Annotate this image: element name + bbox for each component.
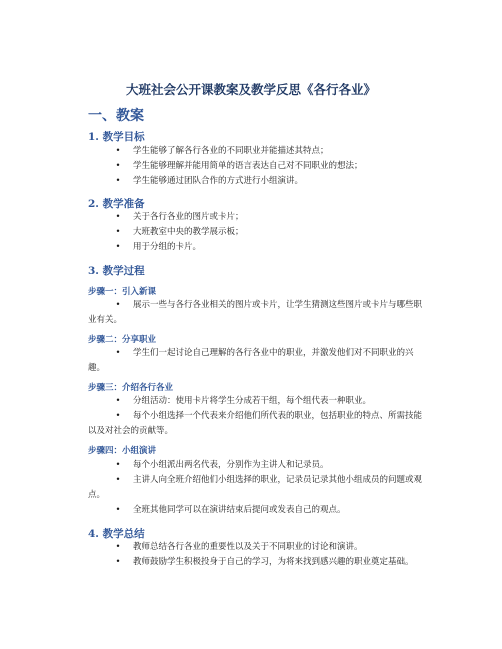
list-item: • 每个小组选择一个代表来介绍他们所代表的职业，包括职业的特点、所需技能以及对社会的贡献等。	[88, 411, 423, 436]
bullet-icon: •	[115, 460, 121, 470]
list-item: • 关于各行各业的图片或卡片；	[88, 210, 424, 225]
list-item: • 教师鼓励学生积极投身于自己的学习，为将来找到感兴趣的职业奠定基础。	[88, 555, 424, 570]
list-item: • 每个小组派出两名代表，分别作为主讲人和记录员。	[88, 458, 424, 473]
list-item: • 学生能够理解并能用简单的语言表达自己对不同职业的想法；	[88, 159, 424, 174]
section-heading-lesson-plan: 一、教案	[88, 108, 144, 124]
bullet-icon: •	[115, 300, 121, 310]
bullet-icon: •	[115, 227, 121, 237]
bullet-icon: •	[115, 146, 121, 156]
bullet-icon: •	[115, 161, 121, 171]
heading-teaching-summary: 4. 教学总结	[88, 528, 145, 540]
list-item: • 展示一些与各行各业相关的图片或卡片，让学生猜测这些图片或卡片与哪些职业有关。	[88, 300, 423, 325]
list-item: • 学生能够了解各行各业的不同职业并能描述其特点；	[88, 144, 424, 159]
list-item: • 全班其他同学可以在演讲结束后提问或发表自己的观点。	[88, 503, 424, 518]
bullet-icon: •	[115, 176, 121, 186]
heading-teaching-prep: 2. 教学准备	[88, 198, 145, 210]
list-item: • 用于分组的卡片。	[88, 240, 424, 255]
heading-teaching-process: 3. 教学过程	[88, 265, 145, 277]
step-2-label: 步骤二：分享职业	[88, 335, 157, 345]
bullet-icon: •	[115, 411, 121, 421]
list-item: • 分组活动：使用卡片将学生分成若干组，每个组代表一种职业。	[88, 394, 424, 409]
document-title: 大班社会公开课教案及教学反思《各行各业》	[125, 82, 376, 97]
list-item: • 学生能够通过团队合作的方式进行小组演讲。	[88, 174, 424, 189]
step-1-label: 步骤一：引入新课	[88, 287, 157, 297]
bullet-icon: •	[115, 212, 121, 222]
list-item: • 大班教室中央的教学展示板；	[88, 225, 424, 240]
bullet-icon: •	[115, 505, 121, 515]
bullet-icon: •	[115, 348, 121, 358]
step-3-label: 步骤三：介绍各行各业	[88, 383, 174, 393]
bullet-icon: •	[115, 557, 121, 567]
bullet-icon: •	[115, 475, 121, 485]
bullet-icon: •	[115, 242, 121, 252]
list-item: • 主讲人向全班介绍他们小组选择的职业，记录员记录其他小组成员的问题或观点。	[88, 475, 423, 500]
list-item: • 教师总结各行各业的重要性以及关于不同职业的讨论和演讲。	[88, 540, 424, 555]
bullet-icon: •	[115, 396, 121, 406]
step-4-label: 步骤四：小组演讲	[88, 446, 157, 456]
heading-teaching-goals: 1. 教学目标	[88, 131, 145, 143]
list-item: • 学生们一起讨论自己理解的各行各业中的职业，并激发他们对不同职业的兴趣。	[88, 348, 414, 373]
bullet-icon: •	[115, 542, 121, 552]
